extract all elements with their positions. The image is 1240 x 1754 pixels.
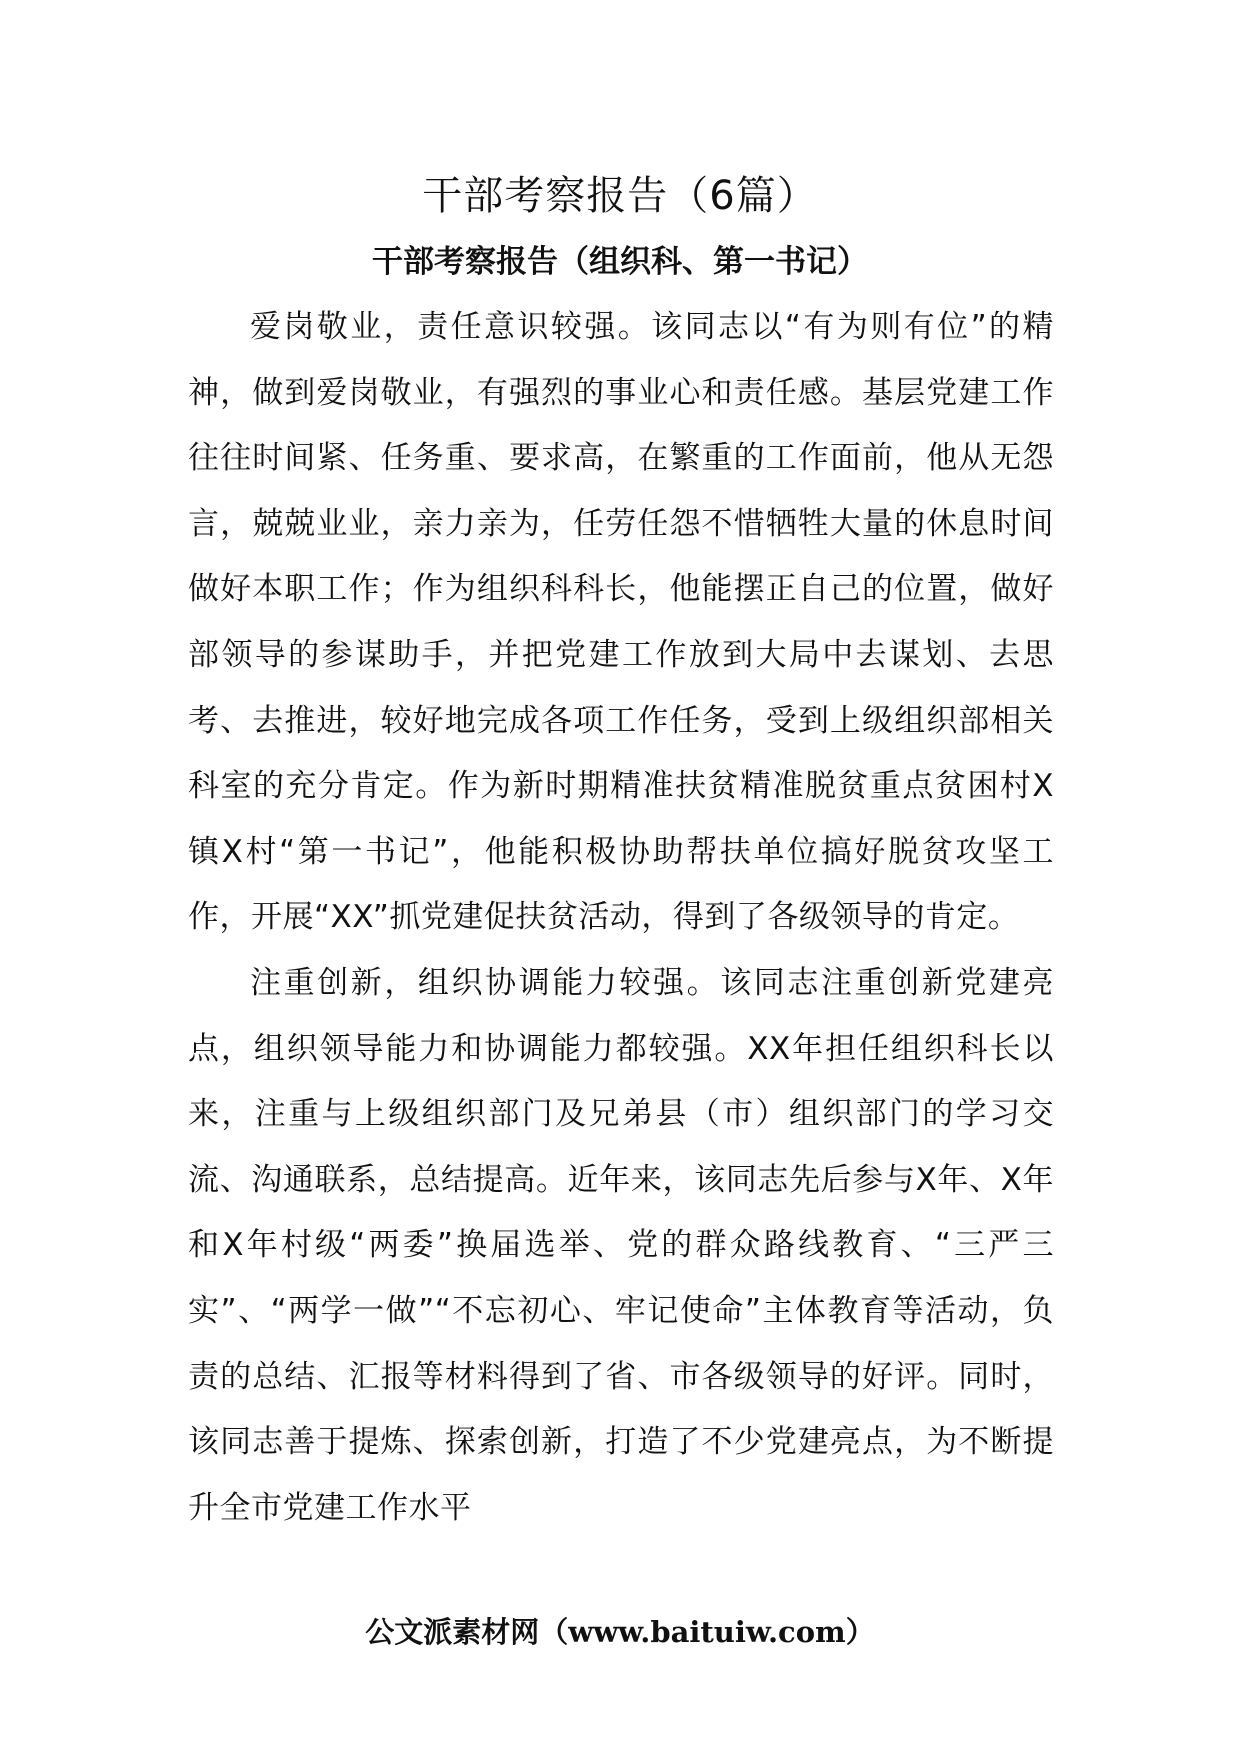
document-title: 干部考察报告（6篇） [422, 173, 818, 219]
document-body [188, 295, 1054, 1541]
body-paragraph-1: 爱岗敬业，责任意识较强。该同志以“有为则有位”的精神，做到爱岗敬业，有强烈的事业心和责任感。基层党建工作往往时间紧、任务重、要求高，在繁重的工作面前，他从无怨言，兢兢业业，亲力亲为，任劳任怨不惜牺牲大量的休息时间做好本职工作；作为组织科科长，他能摆正自己的位置，做好部领导的参谋助手，并把党建工作放到大局中去谋划、去思考、去推进，较好地完成各项工作任务，受到上级组织部相关科室的充分肯定。作为新时期精准扶贫精准脱贫重点贫困村X镇X村“第一书记”，他能积极协助帮扶单位搞好脱贫攻坚工作，开展“XX”抓党建促扶贫活动，得到了各级领导的肯定。 [188, 309, 1054, 936]
document-footer: 公文派素材网（www.baituiw.com） [365, 1615, 875, 1649]
document-subtitle: 干部考察报告（组织科、第一书记） [372, 244, 868, 280]
body-paragraph-2: 注重创新，组织协调能力较强。该同志注重创新党建亮点，组织领导能力和协调能力都较强。XX年担任组织科长以来，注重与上级组织部门及兄弟县（市）组织部门的学习交流、沟通联系，总结提高。近年来，该同志先后参与X年、X年和X年村级“两委”换届选举、党的群众路线教育、“三严三实”、“两学一做”“不忘初心、牢记使命”主体教育等活动，负责的总结、汇报等材料得到了省、市各级领导的好评。同时，该同志善于提炼、探索创新，打造了不少党建亮点，为不断提升全市党建工作水平 [188, 964, 1054, 1526]
